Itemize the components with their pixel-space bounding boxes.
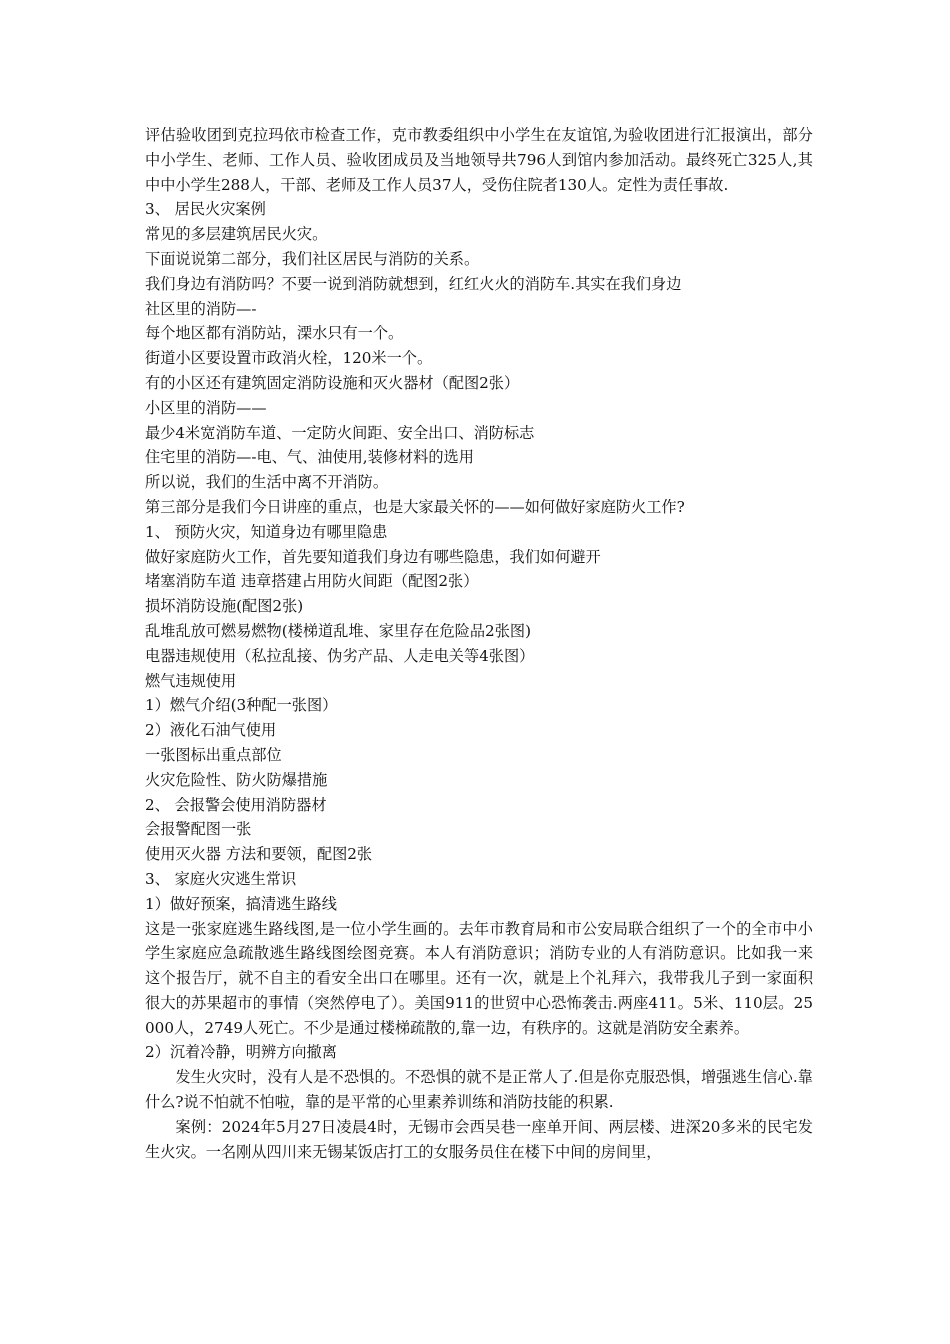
paragraph: 小区里的消防—— [145, 398, 267, 417]
document-body [145, 123, 813, 1164]
paragraph: 案例：2024年5月27日凌晨4时，无锡市会西吴巷一座单开间、两层楼、进深20多米的民宅发生火灾。一名刚从四川来无锡某饭店打工的女服务员住在楼下中间的房间里， [145, 1117, 813, 1161]
paragraph: 社区里的消防—- [145, 299, 257, 318]
paragraph: 2、 会报警会使用消防器材 [145, 795, 327, 814]
paragraph: 会报警配图一张 [145, 820, 252, 839]
paragraph: 3、 居民火灾案例 [145, 200, 266, 219]
paragraph: 2）液化石油气使用 [145, 721, 277, 740]
paragraph: 所以说，我们的生活中离不开消防。 [145, 473, 388, 492]
paragraph: 住宅里的消防—-电、气、油使用,装修材料的选用 [145, 448, 474, 467]
paragraph: 我们身边有消防吗？不要一说到消防就想到，红红火火的消防车.其实在我们身边 [145, 274, 682, 293]
paragraph: 一张图标出重点部位 [145, 745, 282, 764]
paragraph: 有的小区还有建筑固定消防设施和灭火器材（配图2张） [145, 373, 520, 392]
paragraph: 燃气违规使用 [145, 671, 237, 690]
paragraph: 最少4米宽消防车道、一定防火间距、安全出口、消防标志 [145, 423, 535, 442]
paragraph: 乱堆乱放可燃易燃物(楼梯道乱堆、家里存在危险品2张图) [145, 621, 532, 640]
paragraph: 火灾危险性、防火防爆措施 [145, 770, 328, 789]
paragraph: 做好家庭防火工作，首先要知道我们身边有哪些隐患，我们如何避开 [145, 547, 601, 566]
paragraph: 这是一张家庭逃生路线图,是一位小学生画的。去年市教育局和市公安局联合组织了一个的全市中小学生家庭应急疏散逃生路线图绘图竞赛。本人有消防意识；消防专业的人有消防意识。比如我一来这个报告厅，就不自主的看安全出口在哪里。还有一次，就是上个礼拜六，我带我儿子到一家面积很大的苏果超市的事情（突然停电了）。美国911的世贸中心恐怖袭击.两座411。5米、110层。25000人，2749人死亡。不少是通过楼梯疏散的,靠一边，有秩序的。这就是消防安全素养。 [145, 919, 813, 1037]
paragraph: 3、 家庭火灾逃生常识 [145, 869, 297, 888]
paragraph: 使用灭火器 方法和要领，配图2张 [145, 845, 373, 864]
paragraph: 2）沉着冷静，明辨方向撤离 [145, 1043, 337, 1062]
paragraph: 第三部分是我们今日讲座的重点，也是大家最关怀的——如何做好家庭防火工作? [145, 497, 685, 516]
paragraph: 街道小区要设置市政消火栓，120米一个。 [145, 349, 433, 368]
paragraph: 损坏消防设施(配图2张) [145, 597, 304, 616]
paragraph: 电器违规使用（私拉乱接、伪劣产品、人走电关等4张图） [145, 646, 535, 665]
paragraph: 1）做好预案，搞清逃生路线 [145, 894, 337, 913]
paragraph: 堵塞消防车道 违章搭建占用防火间距（配图2张） [145, 572, 479, 591]
paragraph: 1、 预防火灾，知道身边有哪里隐患 [145, 522, 388, 541]
paragraph: 1）燃气介绍(3种配一张图） [145, 696, 338, 715]
paragraph: 常见的多层建筑居民火灾。 [145, 225, 328, 244]
paragraph: 每个地区都有消防站，溧水只有一个。 [145, 324, 404, 343]
paragraph: 发生火灾时，没有人是不恐惧的。不恐惧的就不是正常人了.但是你克服恐惧，增强逃生信心.靠什么?说不怕就不怕啦，靠的是平常的心里素养训练和消防技能的积累. [145, 1068, 813, 1112]
paragraph: 下面说说第二部分，我们社区居民与消防的关系。 [145, 249, 480, 268]
paragraph: 评估验收团到克拉玛依市检查工作，克市教委组织中小学生在友谊馆,为验收团进行汇报演出，部分中小学生、老师、工作人员、验收团成员及当地领导共796人到馆内参加活动。最终死亡325人,其中中小学生288人，干部、老师及工作人员37人，受伤住院者130人。定性为责任事故. [145, 126, 813, 194]
